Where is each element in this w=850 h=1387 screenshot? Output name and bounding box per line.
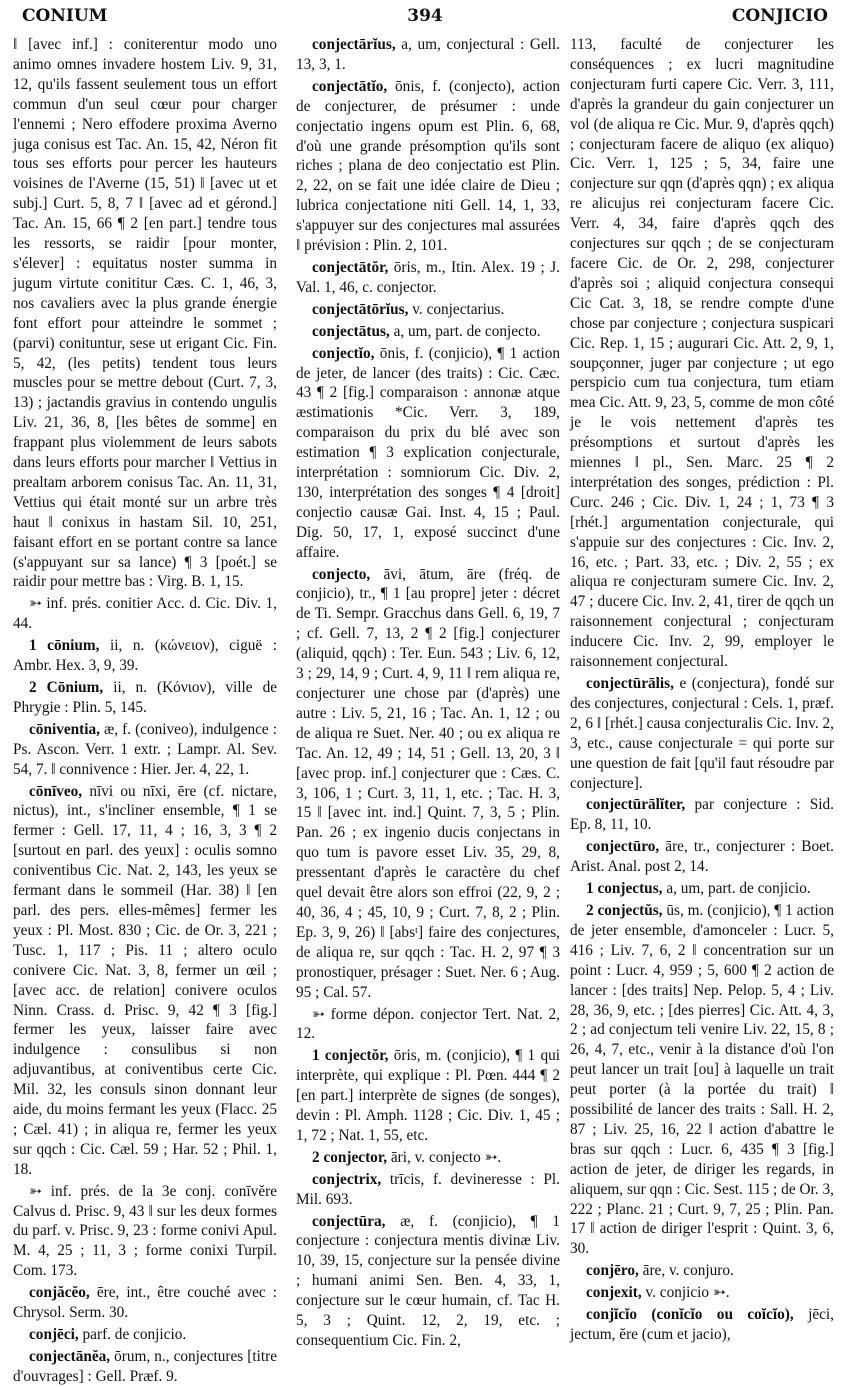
entry-text: ➳ inf. prés. conitier Acc. d. Cic. Div. 1, 44. <box>13 595 277 633</box>
entry-text: āri, v. conjecto ➳. <box>390 1148 502 1166</box>
dictionary-entry <box>570 901 834 1259</box>
entry-headword: conjectānĕa, <box>29 1347 111 1365</box>
dictionary-entry <box>296 258 560 298</box>
entry-text: a, um, part. de conjecto. <box>393 322 541 340</box>
dictionary-entry <box>296 1212 560 1351</box>
entry-headword: conjēro, <box>586 1262 639 1280</box>
header-right-word: CONJICIO <box>731 6 828 26</box>
column-2 <box>296 35 561 1349</box>
entry-text: ii, n. (Κόνιον), ville de Phrygie : Plin. 5, 145. <box>13 679 278 716</box>
dictionary-entry <box>296 35 560 75</box>
entry-text: e (conjectura), fondé sur des conjectures, conjectural : Cels. 1, præf. 2, 6 ‖ [rhét.] causa conjecturalis Cic. Inv. 2, 3, etc., cause conjecturale = qui porte sur une question de fait [qu'il faut résoudre par conjecture]. <box>570 675 834 792</box>
dictionary-entry <box>296 565 560 1003</box>
entry-headword: conjăcĕo, <box>29 1284 90 1302</box>
entry-headword: 2 conjector, <box>312 1148 388 1166</box>
entry-headword: 2 conjectŭs, <box>586 901 663 919</box>
entry-text: v. conjectarius. <box>412 300 505 318</box>
entry-headword: conjectrix, <box>312 1170 382 1188</box>
dictionary-entry <box>13 594 277 634</box>
entry-text: āvi, ātum, āre (fréq. de conjicio), tr., ¶ 1 [au propre] jeter : décret de Ti. Sempr. Gracchus dans Gell. 6, 19, 7 ; cf. Gell. 7, 13, 2 ¶ 2 [fig.] conjecturer (aliquid, qqch) : Ter. Eun. 543 ; Liv. 6, 12, 3 ; 29, 14, 9 ; Curt. 4, 9, 11 ‖ rem aliqua re, conjecturer une chose par (d'après) une autre : Liv. 5, 21, 16 ; Tac. An. 1, 12 ; ou de aliqua re Suet. Ner. 40 ; ou ex aliqua re Tac. An. 12, 49 ; 14, 51 ; Gell. 13, 20, 3 ‖ [avec prop. inf.] conjecturer que : Cæs. C. 3, 106, 1 ; Curt. 3, 11, 1, etc. ; Tac. H. 3, 15 ‖ [avec int. ind.] Quint. 7, 3, 5 ; Plin. Pan. 26 ; ex ingenio ducis conjectans in quo tum is pavore esset Liv. 35, 29, 8, pressentant d'après le caractère du chef quel devait être alors son effroi (22, 9, 2 ; 40, 36, 4 ; 45, 10, 9 ; Curt. 7, 8, 2 ; Plin. Ep. 3, 9, 26) ‖ [absᵗ] faire des conjectures, de aliqua re, sur qqch : Tac. H. 2, 97 ¶ 3 pronostiquer, présager : Suet. Ner. 6 ; Aug. 95 ; Cal. 57. <box>296 565 560 1001</box>
entry-text: a, um, conjectural : Gell. 13, 3, 1. <box>296 36 560 73</box>
entry-headword: conjectātĭo, <box>312 77 388 95</box>
dictionary-entry <box>13 782 277 1180</box>
entry-headword: conjectūro, <box>586 838 660 856</box>
entry-text: āre, tr., conjecturer : Boet. Arist. Anal. post 2, 14. <box>570 838 834 876</box>
page-number: 394 <box>407 6 443 26</box>
dictionary-entry <box>570 1283 834 1303</box>
entry-headword: conjecto, <box>312 565 371 583</box>
entry-headword: conjectātŏr, <box>312 258 389 276</box>
dictionary-entry <box>296 1046 560 1146</box>
entry-text: ōrum, n., conjectures [titre d'ouvrages] : Gell. Præf. 9. <box>13 1347 277 1385</box>
entry-text: a, um, part. de conjicio. <box>666 880 811 898</box>
entry-text: ➳ inf. prés. de la 3e conj. conīvĕre Calvus d. Prisc. 9, 43 ‖ sur les deux formes du parf. v. Prisc. 9, 23 : forme conivi Apul. M. 4, 25 ; 11, 3 ; forme conixi Turpil. Com. 173. <box>13 1182 277 1280</box>
entry-text: v. conjicio ➳. <box>645 1284 730 1302</box>
dictionary-entry <box>296 322 560 342</box>
dictionary-entry <box>570 837 834 877</box>
entry-text: ōris, m., Itin. Alex. 19 ; J. Val. 1, 46, c. conjector. <box>296 258 560 296</box>
entry-headword: conjectārĭus, <box>312 36 396 53</box>
entry-text: æ, f. (coniveo), indulgence : Ps. Ascon. Verr. 1 extr. ; Lampr. Al. Sev. 54, 7. ‖ connivence : Hier. Jer. 4, 22, 1. <box>13 720 277 778</box>
entry-headword: conjĭcĭo (conĭcĭo ou coĭcĭo), <box>586 1306 794 1324</box>
entry-text: ōnis, f. (conjicio), ¶ 1 action de jeter, de lancer (des traits) : Cic. Cæc. 43 ¶ 2 [fig.] comparaison : annonæ atque æstimationis *Cic. Verr. 3, 189, comparaison du prix du blé avec son estimation ¶ 3 explication conjecturale, interprétation : somniorum Cic. Div. 2, 130, interprétation des songes ¶ 4 [droit] conjectio causæ Gai. Inst. 4, 15 ; Paul. Dig. 50, 17, 1, exposé succinct d'une affaire. <box>296 344 561 561</box>
dictionary-entry <box>13 678 277 718</box>
entry-headword: 1 conjectŏr, <box>312 1047 389 1065</box>
dictionary-entry <box>570 879 834 899</box>
entry-text: æ, f. (conjicio), ¶ 1 conjecture : conjectura mentis divinæ Liv. 10, 39, 15, conjecture sur la pensée divine ; humani animi Sen. Ben. 4, 33, 1, conjecture sur le cœur humain, cf. Tac H. 5, 3 ; Quint. 12, 2, 19, etc. ; consequentium Cic. Fin. 2, <box>296 1212 561 1349</box>
entry-headword: conjectātus, <box>312 322 390 340</box>
dictionary-entry <box>570 1305 834 1345</box>
column-1 <box>13 35 278 1385</box>
header-left-word: CONIUM <box>22 6 108 26</box>
dictionary-entry <box>570 1261 834 1281</box>
dictionary-entry <box>296 1148 560 1168</box>
entry-headword: 1 cōnium, <box>29 637 100 655</box>
entry-text: trīcis, f. devineresse : Pl. Mil. 693. <box>296 1170 561 1208</box>
entry-headword: cōniventia, <box>29 720 100 738</box>
entry-headword: 1 conjectus, <box>586 880 663 898</box>
entry-headword: 2 Cōnium, <box>29 679 104 696</box>
entry-text: ōnis, f. (conjecto), action de conjecturer, de présumer : unde conjectatio ingens opum est Plin. 6, 68, d'où une grande présomption qu'ils sont riches ; plana de deo conjectatio est Plin. 2, 22, on se fait une idée claire de Dieu ; lubrica conjectatione niti Gell. 14, 1, 33, s'appuyer sur des conjectures mal assurées ‖ prévision : Plin. 2, 101. <box>296 77 560 255</box>
entry-text: parf. de conjicio. <box>82 1326 187 1343</box>
entry-text: par conjecture : Sid. Ep. 8, 11, 10. <box>570 796 835 834</box>
dictionary-entry <box>570 35 834 672</box>
entry-text: ➳ forme dépon. conjector Tert. Nat. 2, 12. <box>296 1005 560 1043</box>
dictionary-entry <box>296 300 560 320</box>
dictionary-entry <box>296 1170 560 1210</box>
entry-headword: conjectĭo, <box>312 344 375 362</box>
dictionary-entry <box>570 674 834 793</box>
entry-text: ōris, m. (conjicio), ¶ 1 qui interprète, qui explique : Pl. Pœn. 444 ¶ 2 [en part.] interprète de signes (de songes), devin : Pl. Amph. 1128 ; Cic. Div. 1, 45 ; 1, 72 ; Nat. 1, 55, etc. <box>296 1047 561 1144</box>
dictionary-entry <box>13 636 277 676</box>
dictionary-entry <box>296 344 560 563</box>
entry-headword: conjectūrālis, <box>586 675 674 692</box>
dictionary-entry <box>13 1325 277 1345</box>
dictionary-entry <box>13 1283 277 1323</box>
entry-text: āre, v. conjuro. <box>642 1262 734 1280</box>
dictionary-entry <box>13 720 277 780</box>
entry-text: ūs, m. (conjicio), ¶ 1 action de jeter ensemble, d'amonceler : Lucr. 5, 416 ; Liv. 7, 6, 2 ‖ concentration sur un point : Lucr. 4, 959 ; 5, 600 ¶ 2 action de lancer : [des traits] Nep. Pelop. 5, 4 ; Liv. 28, 36, 9, etc. ; [des pierres] Cic. Att. 4, 3, 2 ; ad conjectum teli venire Liv. 22, 15, 8 ; 26, 4, 7, etc., venir à la distance d'où l'on peut lancer un trait [ou] à laquelle un trait peut porter (à la portée du trait) ‖ possibilité de lancer des traits : Sall. H. 2, 87 ; Liv. 25, 16, 22 ‖ action d'abattre le bras sur qqch : Lucr. 6, 435 ¶ 3 [fig.] action de jeter, de diriger les regards, in aliquem, sur qqn : Cic. Sest. 115 ; de Or. 3, 222 ; Planc. 21 ; Curt. 9, 7, 25 ; Plin. Pan. 17 ‖ action de diriger l'esprit : Quint. 3, 6, 30. <box>570 901 834 1258</box>
column-3 <box>570 35 835 1343</box>
dictionary-entry <box>13 1182 277 1282</box>
dictionary-entry <box>13 1347 277 1387</box>
entry-headword: conjexit, <box>586 1284 642 1302</box>
entry-text: jēci, jectum, ĕre (cum et jacio), <box>570 1306 834 1343</box>
entry-text: ‖ [avec inf.] : coniterentur modo uno animo omnes invadere hostem Liv. 9, 31, 12, qu'ils fassent seulement tous un effort commun d'un seul cœur pour charger l'ennemi ; Nero effodere proxima Averno juga conisus est Tac. An. 15, 42, Néron fit tous ses efforts pour percer les hauteurs voisines de l'Averne (15, 51) ‖ [avec ut et subj.] Curt. 5, 8, 7 ‖ [avec ad et gérond.] Tac. An. 15, 66 ¶ 2 [en part.] tendre tous les ressorts, se raidir [pour monter, s'élever] : equitatus noster summa in jugum virtute conititur Cæs. C. 1, 46, 3, nos cavaliers avec la plus grande énergie font effort pour atteindre le sommet ; (parvi) conituntur, sese ut erigant Cic. Fin. 5, 42, (les petits) tendent tous leurs muscles pour se mettre debout (Curt. 7, 3, 13) ; jactandis gravius in contendo ungulis Liv. 21, 36, 8, [les bêtes de somme] en frappant plus violemment de leurs sabots dans leurs efforts pour marcher ‖ Vettius in prealtam arborem conisus Tac. An. 11, 31, Vettius qui était monté sur un arbre très haut ‖ conixus in hastam Sil. 10, 251, faisant effort en se portant contre sa lance (s'appuyant sur sa lance) ¶ 3 [poét.] se raidir pour mettre bas : Virg. B. 1, 15. <box>13 36 277 591</box>
dictionary-entry <box>296 77 560 256</box>
entry-headword: conjectūra, <box>312 1212 386 1230</box>
entry-headword: conjēci, <box>29 1326 79 1343</box>
dictionary-entry <box>296 1005 560 1045</box>
dictionary-entry <box>13 35 277 592</box>
entry-text: nīvi ou nīxi, ēre (cf. nictare, nictus), int., s'incliner ensemble, ¶ 1 se fermer : Gell. 17, 11, 4 ; 16, 3, 3 ¶ 2 [surtout en parl. des yeux] : oculis somno coniventibus Cic. Nat. 2, 143, les yeux se fermant dans le sommeil (Har. 38) ‖ [en parl. des pers. elles-mêmes] fermer les yeux : Pl. Most. 830 ; Cic. de Or. 3, 221 ; Tusc. 1, 117 ; Pis. 11 ; altero oculo conivere Cic. Nat. 3, 8, fermer un œil ; [avec acc. de relation] conivere oculos Ninn. Crass. d. Prisc. 9, 42 ¶ 3 [fig.] fermer les yeux, laisser faire avec indulgence : consulibus si non adjuvantibus, at coniventibus certe Cic. Mil. 32, les consuls sinon donnant leur aide, du moins fermant les yeux (Flacc. 25 ; Cæl. 41) ; in aliqua re, fermer les yeux sur qqch : Cic. Cæl. 59 ; Har. 52 ; Phil. 1, 18. <box>13 782 278 1178</box>
entry-text: ēre, int., être couché avec : Chrysol. Serm. 30. <box>13 1284 277 1322</box>
entry-text: ii, n. (κώνειον), ciguë : Ambr. Hex. 3, 9, 39. <box>13 637 277 675</box>
running-head <box>14 6 836 28</box>
dictionary-entry <box>570 795 834 835</box>
entry-headword: conjectātōrĭus, <box>312 300 409 318</box>
entry-text: 113, faculté de conjecturer les conséquences ; ex lucri magnitudine conjecturam furti capere Cic. Verr. 3, 111, d'après la grandeur du gain conjecturer un vol (de aliqua re Cic. Mur. 9, d'après qqch) ; conjecturam facere de aliquo (ex aliquo) Cic. Verr. 1, 125 ; 5, 34, faire une conjecture sur qqn (d'après qqn) ; ex aliqua re alicujus rei conjecturam facere Cic. Verr. 4, 34, faire d'après qqch des conjectures sur qqch ; de se conjecturam facere Cic. de Or. 2, 298, conjecturer d'après soi ; aliquid conjectura consequi Cic Cat. 3, 18, se rendre compte d'une chose par conjecture ; conjectura suspicari Cic. Rep. 1, 15 ; augurari Cic. Att. 2, 9, 1, soupçonner, juger par conjecture ; ut ego perspicio cum tua conjectura, tum etiam mea Cic. Att. 9, 23, 5, comme de mon côté je le vois nettement d'après tes présomptions et surtout d'après les miennes ‖ pl., Sen. Marc. 25 ¶ 2 interprétation des songes, prédiction : Pl. Curc. 246 ; Cic. Div. 1, 24 ; 1, 73 ¶ 3 [rhét.] argumentation conjecturale, qui s'appuie sur des conjectures : Cic. Inv. 2, 16, etc. ; Part. 33, etc. ; Div. 2, 55 ; ex aliqua re conjecturam sumere Cic. Inv. 2, 47 ; ducere Cic. Inv. 2, 41, tirer de qqch un raisonnement conjectural ; conjecturam inducere Cic. Inv. 2, 99, employer le raisonnement conjectural. <box>570 36 834 671</box>
entry-headword: conjectūrālĭter, <box>586 796 686 814</box>
entry-headword: cōnīveo, <box>29 782 83 800</box>
